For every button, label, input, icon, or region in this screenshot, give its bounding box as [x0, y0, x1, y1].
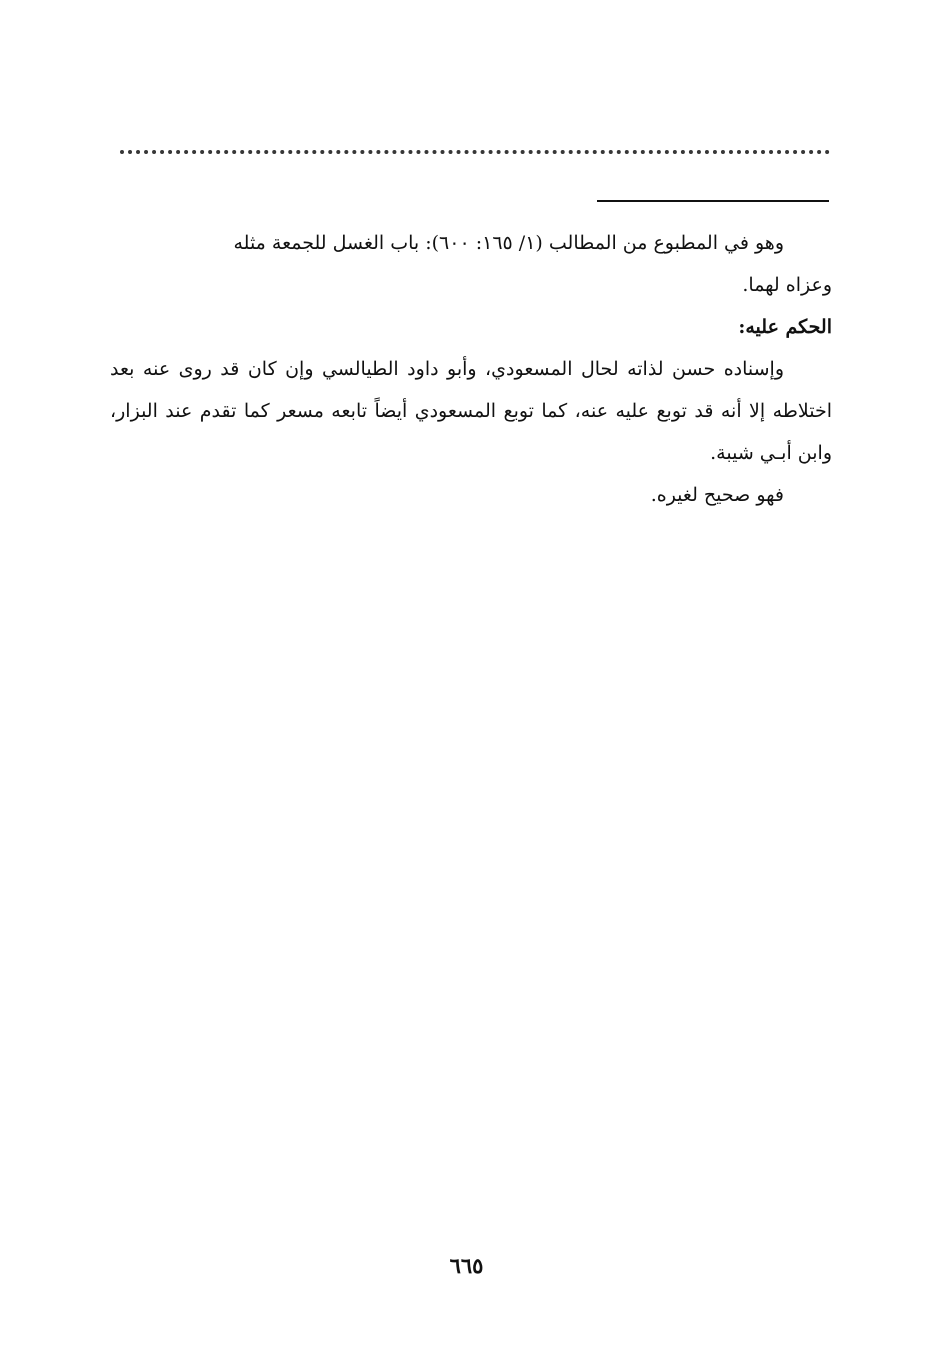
body-paragraph: وإسناده حسن لذاته لحال المسعودي، وأبو داود الطيالسي وإن كان قد روى عنه بعد اختلاطه إلا أنه قد توبع عليه عنه، كما توبع المسعودي أيضاً تابعه مسعر كما تقدم عند البزار، وابن أبـي شيبة. — [110, 358, 832, 464]
page-number: ٦٦٥ — [449, 1253, 484, 1278]
conclusion-text: فهو صحيح لغيره. — [650, 484, 784, 506]
section-heading: الحكم عليه: — [738, 316, 832, 338]
footnote-rule — [597, 200, 829, 202]
page-content — [110, 222, 832, 516]
footnote-text: وهو في المطبوع من المطالب (١/ ١٦٥: ٦٠٠): باب الغسل للجمعة مثله — [233, 232, 784, 254]
dotted-separator — [120, 150, 830, 154]
footnote-text-continued: وعزاه لهما. — [742, 274, 832, 296]
